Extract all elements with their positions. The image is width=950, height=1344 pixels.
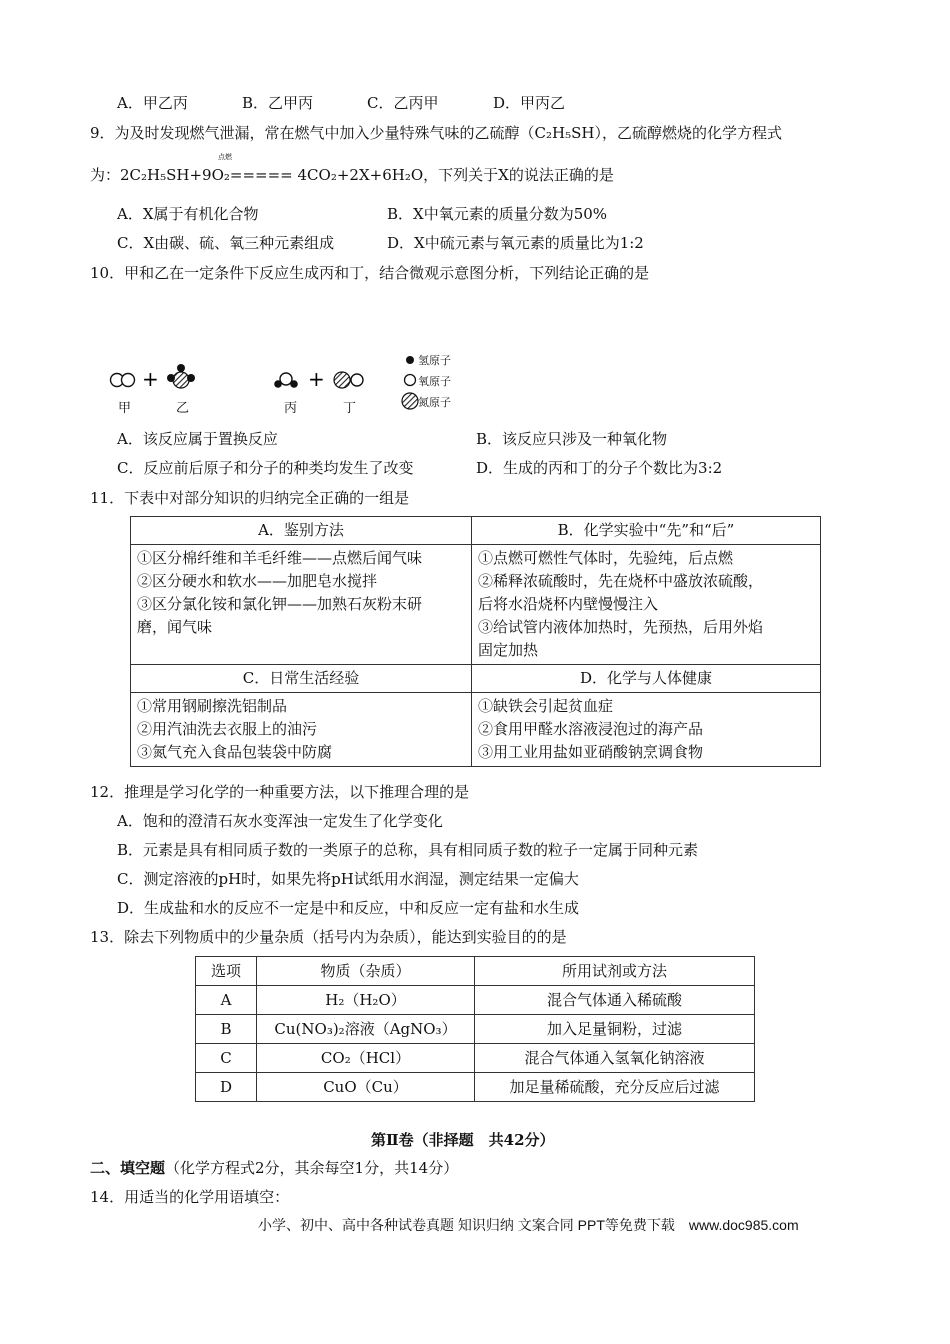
q11-a-line-4: 磨，闻气味	[137, 618, 213, 636]
q11-head-a: A．鉴别方法	[131, 517, 472, 545]
q11-c-line-1: ①常用钢刷擦洗铝制品	[137, 697, 288, 715]
q13-row-c-substance: CO₂（HCl）	[257, 1044, 475, 1073]
q13-header-option: 选项	[196, 957, 257, 986]
section-two-label: 二、填空题	[90, 1159, 166, 1177]
molecule-ding-icon	[334, 372, 363, 388]
q12-option-c: C．测定溶液的pH时，如果先将pH试纸用水润湿，测定结果一定偏大	[117, 870, 579, 888]
q13-header-method: 所用试剂或方法	[475, 957, 755, 986]
q13-row-b-substance: Cu(NO₃)₂溶液（AgNO₃）	[257, 1015, 475, 1044]
q9-condition: 点燃	[218, 153, 232, 161]
q13-stem: 13．除去下列物质中的少量杂质（括号内为杂质），能达到实验目的的是	[90, 928, 567, 946]
part2-title: 第Ⅱ卷（非择题 共42分）	[371, 1131, 555, 1149]
q11-b-line-5: 固定加热	[478, 641, 539, 659]
q11-a-line-3: ③区分氯化铵和氯化钾——加熟石灰粉末研	[137, 595, 423, 613]
q11-head-b: B．化学实验中“先”和“后”	[472, 517, 821, 545]
q10-option-a: A．该反应属于置换反应	[117, 430, 278, 448]
q13-row-d-option: D	[196, 1073, 257, 1102]
q11-c-line-3: ③氮气充入食品包装袋中防腐	[137, 743, 333, 761]
table-row	[196, 1044, 755, 1073]
legend-nitrogen: 氮原子	[418, 396, 451, 409]
nitrogen-atom-icon	[402, 393, 418, 409]
q10-option-c: C．反应前后原子和分子的种类均发生了改变	[117, 459, 414, 477]
q13-row-a-substance: H₂（H₂O）	[257, 986, 475, 1015]
q11-b-line-1: ①点燃可燃性气体时，先验纯，后点燃	[478, 549, 734, 567]
q9-option-c: C．X由碳、硫、氧三种元素组成	[117, 234, 335, 252]
q8-option-d: D．甲丙乙	[493, 94, 566, 112]
page-footer: 小学、初中、高中各种试卷真题 知识归纳 文案合同 PPT等免费下载 www.doc985.com	[258, 1217, 799, 1233]
q13-header-substance: 物质（杂质）	[257, 957, 475, 986]
q11-d-line-2: ②食用甲醛水溶液浸泡过的海产品	[478, 720, 704, 738]
q9-option-a: A．X属于有机化合物	[117, 205, 259, 223]
q10-stem: 10．甲和乙在一定条件下反应生成丙和丁，结合微观示意图分析，下列结论正确的是	[90, 264, 650, 282]
q11-cell-a	[131, 545, 472, 665]
label-jia: 甲	[118, 401, 132, 416]
q10-option-b: B．该反应只涉及一种氧化物	[476, 430, 668, 448]
q13-row-b-option: B	[196, 1015, 257, 1044]
q9-stem: 9．为及时发现燃气泄漏，常在燃气中加入少量特殊气味的乙硫醇（C₂H₅SH），乙硫醇燃烧的化学方程式	[90, 124, 782, 142]
q14-stem: 14．用适当的化学用语填空：	[90, 1188, 290, 1206]
q13-row-a-option: A	[196, 986, 257, 1015]
q8-option-c: C．乙丙甲	[367, 94, 439, 112]
molecule-jia-icon	[111, 374, 135, 387]
q11-d-line-1: ①缺铁会引起贫血症	[478, 697, 614, 715]
q13-row-c-option: C	[196, 1044, 257, 1073]
q11-d-line-3: ③用工业用盐如亚硝酸钠烹调食物	[478, 743, 704, 761]
q13-row-b-method: 加入足量铜粉，过滤	[475, 1015, 755, 1044]
label-ding: 丁	[343, 401, 357, 416]
q12-option-b: B．元素是具有相同质子数的一类原子的总称，具有相同质子数的粒子一定属于同种元素	[117, 841, 699, 859]
q13-row-c-method: 混合气体通入氢氧化钠溶液	[475, 1044, 755, 1073]
q9-option-b: B．X中氧元素的质量分数为50%	[387, 205, 608, 223]
q11-stem: 11．下表中对部分知识的归纳完全正确的一组是	[90, 489, 410, 507]
q11-table	[130, 516, 821, 767]
legend-oxygen: 氧原子	[418, 375, 451, 388]
hydrogen-atom-icon	[406, 356, 414, 364]
table-row	[196, 1073, 755, 1102]
q13-row-d-method: 加足量稀硫酸，充分反应后过滤	[475, 1073, 755, 1102]
q11-a-line-2: ②区分硬水和软水——加肥皂水搅拌	[137, 572, 378, 590]
q10-option-d: D．生成的丙和丁的分子个数比为3:2	[476, 459, 723, 477]
section-two-heading	[90, 1157, 458, 1178]
q11-cell-b	[472, 545, 821, 665]
table-row	[196, 986, 755, 1015]
q8-option-a: A．甲乙丙	[117, 94, 188, 112]
q13-table	[195, 956, 755, 1102]
molecule-yi-icon	[167, 364, 195, 388]
q13-row-d-substance: CuO（Cu）	[257, 1073, 475, 1102]
q9-option-d: D．X中硫元素与氧元素的质量比为1:2	[387, 234, 644, 252]
q11-b-line-4: ③给试管内液体加热时，先预热，后用外焰	[478, 618, 764, 636]
q8-option-b: B．乙甲丙	[242, 94, 314, 112]
q12-option-a: A．饱和的澄清石灰水变浑浊一定发生了化学变化	[117, 812, 443, 830]
oxygen-atom-icon	[405, 375, 416, 386]
q13-row-a-method: 混合气体通入稀硫酸	[475, 986, 755, 1015]
label-yi: 乙	[176, 401, 190, 416]
table-row	[196, 1015, 755, 1044]
section-two-note: （化学方程式2分，其余每空1分，共14分）	[165, 1159, 459, 1177]
q11-head-d: D．化学与人体健康	[472, 665, 821, 693]
plus-sign-1: +	[142, 367, 159, 391]
q11-c-line-2: ②用汽油洗去衣服上的油污	[137, 720, 318, 738]
q11-cell-c	[131, 693, 472, 767]
plus-sign-2: +	[308, 367, 325, 391]
q12-stem: 12．推理是学习化学的一种重要方法，以下推理合理的是	[90, 783, 470, 801]
molecule-bing-icon	[274, 373, 298, 388]
q11-head-c: C．日常生活经验	[131, 665, 472, 693]
q11-cell-d	[472, 693, 821, 767]
q9-equation: 为：2C₂H₅SH+9O₂===== 4CO₂+2X+6H₂O，下列关于X的说法正确的是	[90, 166, 614, 184]
q11-a-line-1: ①区分棉纤维和羊毛纤维——点燃后闻气味	[137, 549, 423, 567]
q11-b-line-3: 后将水沿烧杯内壁慢慢注入	[478, 595, 659, 613]
label-bing: 丙	[284, 401, 298, 416]
legend-hydrogen: 氢原子	[418, 354, 451, 367]
q12-option-d: D．生成盐和水的反应不一定是中和反应，中和反应一定有盐和水生成	[117, 899, 580, 917]
q11-b-line-2: ②稀释浓硫酸时，先在烧杯中盛放浓硫酸，	[478, 572, 764, 590]
